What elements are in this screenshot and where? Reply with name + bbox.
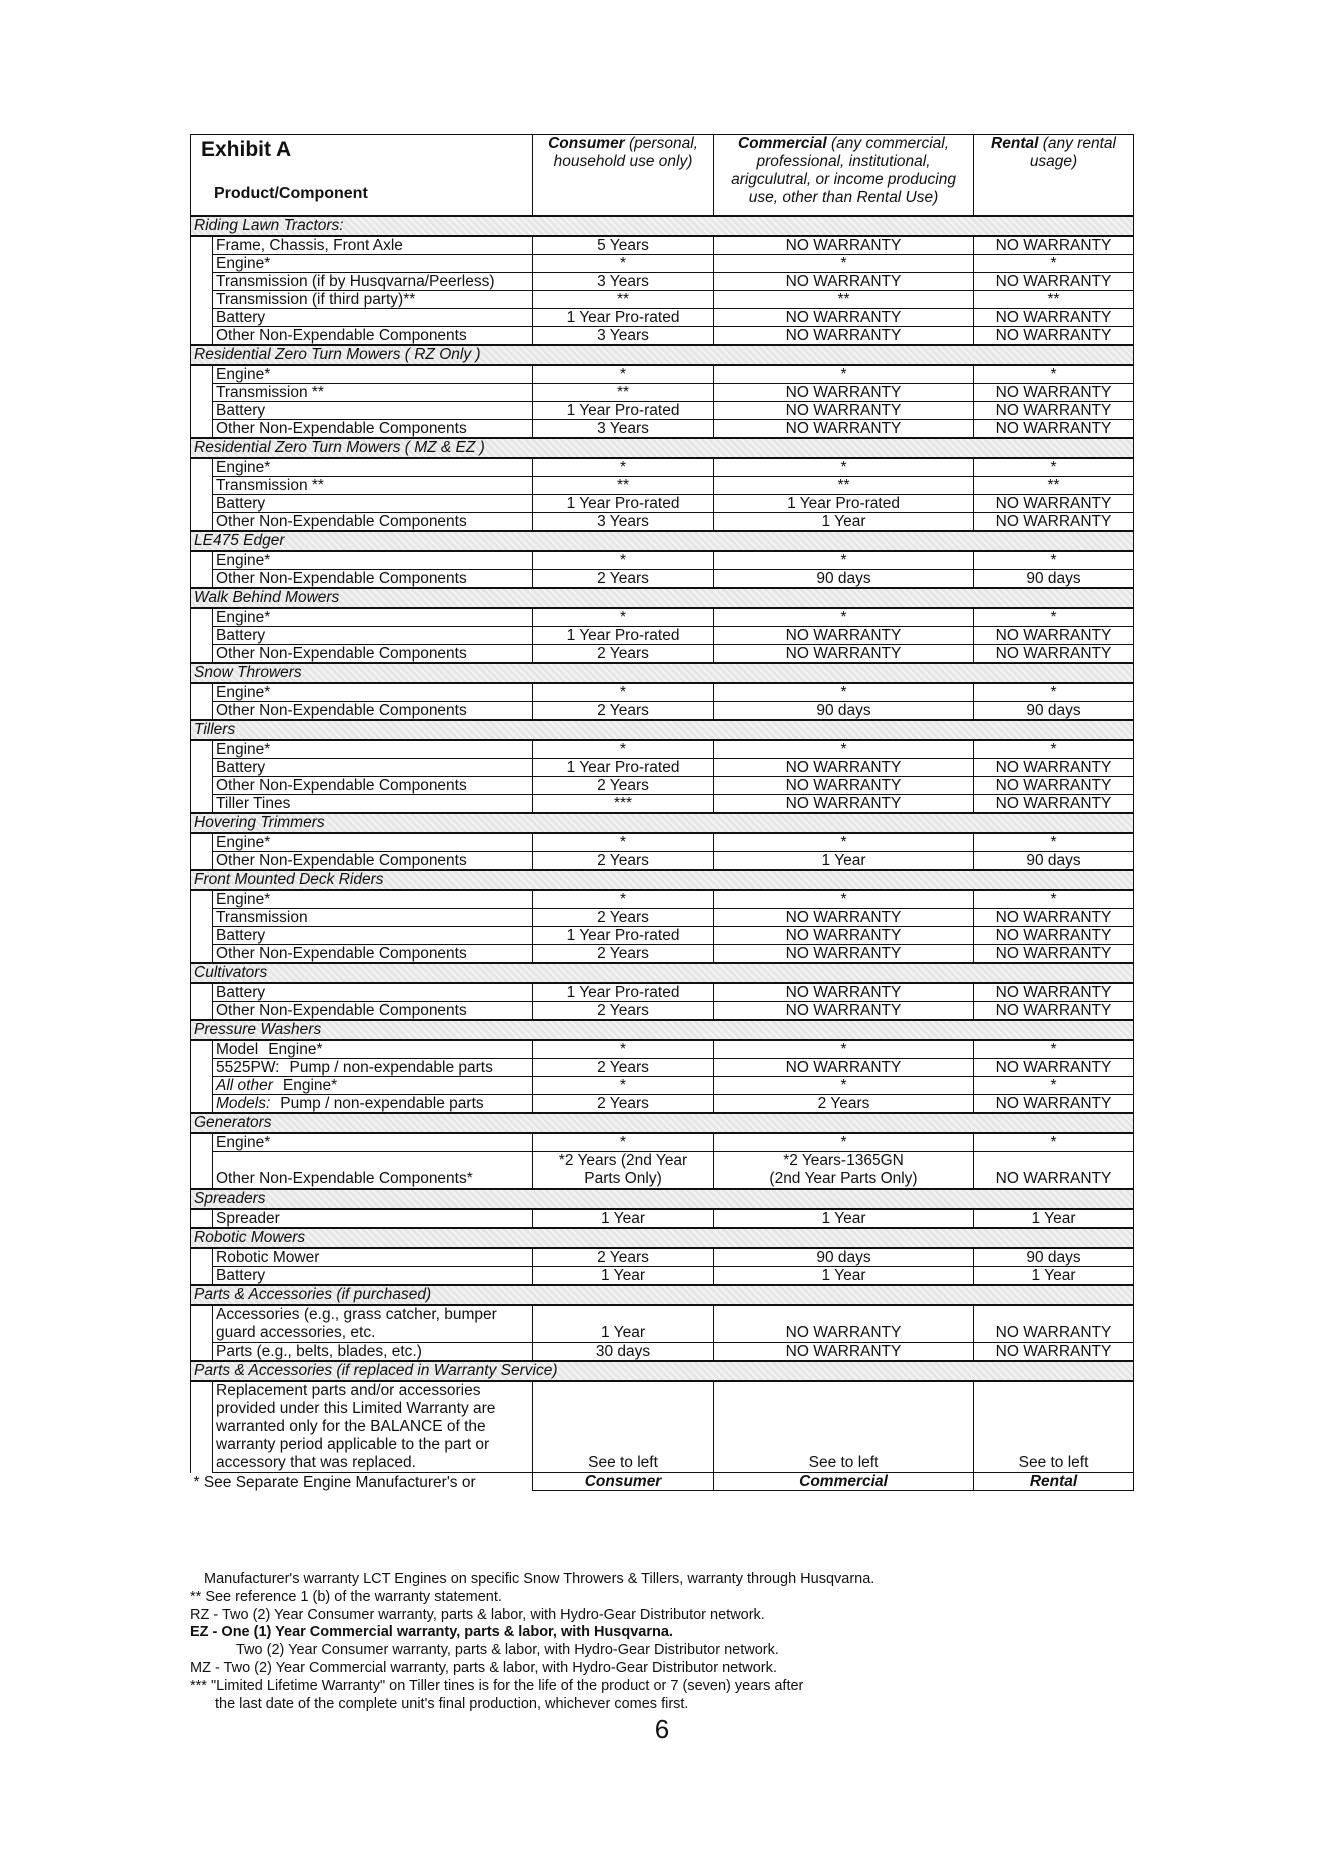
- note-line: *** "Limited Lifetime Warranty" on Tiller tines is for the life of the product or 7 (seven) years after: [190, 1677, 804, 1694]
- product-component-heading: Product/Component: [214, 185, 368, 202]
- table-row: Battery 1 Year Pro-rated NO WARRANTY NO WARRANTY: [191, 402, 1134, 420]
- category-row: Snow Throwers: [191, 663, 1134, 683]
- table-row: Spreader 1 Year 1 Year 1 Year: [191, 1209, 1134, 1228]
- table-row: All other Engine* * * *: [191, 1077, 1134, 1095]
- warranty-table: [190, 134, 1134, 1491]
- category-row: Cultivators: [191, 963, 1134, 983]
- table-row: Engine* * * *: [191, 1133, 1134, 1152]
- table-row: Engine* * * *: [191, 890, 1134, 909]
- category-row: Parts & Accessories (if replaced in Warranty Service): [191, 1361, 1134, 1381]
- warranty-exhibit: [190, 134, 1133, 1491]
- table-row: Engine* * * *: [191, 683, 1134, 702]
- table-row: Transmission (if third party)** ** ** **: [191, 291, 1134, 309]
- note-line: Manufacturer's warranty LCT Engines on specific Snow Throwers & Tillers, warranty through Husqvarna.: [204, 1571, 875, 1587]
- table-row: Battery 1 Year Pro-rated NO WARRANTY NO WARRANTY: [191, 983, 1134, 1002]
- note-line: the last date of the complete unit's final production, whichever comes first.: [215, 1695, 689, 1712]
- table-row: Battery 1 Year Pro-rated NO WARRANTY NO WARRANTY: [191, 927, 1134, 945]
- table-row: Engine* * * *: [191, 740, 1134, 759]
- table-row: Other Non-Expendable Components 2 Years NO WARRANTY NO WARRANTY: [191, 1002, 1134, 1021]
- category-row: Robotic Mowers: [191, 1228, 1134, 1248]
- warranty-notes: [190, 1571, 1150, 1713]
- note-line: MZ - Two (2) Year Commercial warranty, parts & labor, with Hydro-Gear Distributor network.: [190, 1659, 777, 1676]
- category-row: Front Mounted Deck Riders: [191, 870, 1134, 890]
- category-row: Riding Lawn Tractors:: [191, 216, 1134, 236]
- table-row: Transmission ** ** NO WARRANTY NO WARRANTY: [191, 384, 1134, 402]
- table-row: Battery 1 Year 1 Year 1 Year: [191, 1267, 1134, 1286]
- product-header-cell: [191, 135, 533, 217]
- category-row: Residential Zero Turn Mowers ( MZ & EZ ): [191, 438, 1134, 458]
- table-row: Other Non-Expendable Components 2 Years NO WARRANTY NO WARRANTY: [191, 777, 1134, 795]
- table-row: Engine* * * *: [191, 608, 1134, 627]
- table-row: Accessories (e.g., grass catcher, bumper guard accessories, etc. 1 Year NO WARRANTY NO WARRANTY: [191, 1305, 1134, 1343]
- category-row: Generators: [191, 1113, 1134, 1133]
- table-row: Battery 1 Year Pro-rated 1 Year Pro-rated NO WARRANTY: [191, 495, 1134, 513]
- commercial-header: Commercial (any commercial, professional, institutional, arigculutral, or income producing use, other than Rental Use): [714, 135, 974, 217]
- table-row: Other Non-Expendable Components 2 Years NO WARRANTY NO WARRANTY: [191, 645, 1134, 664]
- category-row: LE475 Edger: [191, 531, 1134, 551]
- table-row: Engine* * * *: [191, 833, 1134, 852]
- table-row: Other Non-Expendable Components* *2 Years (2nd Year Parts Only) *2 Years-1365GN (2nd Year Parts Only) NO WARRANTY: [191, 1152, 1134, 1190]
- category-row: Hovering Trimmers: [191, 813, 1134, 833]
- category-row: Parts & Accessories (if purchased): [191, 1285, 1134, 1305]
- rental-header: Rental (any rental usage): [974, 135, 1134, 217]
- note-line: Two (2) Year Consumer warranty, parts & labor, with Hydro-Gear Distributor network.: [236, 1642, 779, 1659]
- table-row: Other Non-Expendable Components 3 Years NO WARRANTY NO WARRANTY: [191, 327, 1134, 346]
- table-row: Engine* * * *: [191, 255, 1134, 273]
- footer-row: * See Separate Engine Manufacturer's or Consumer Commercial Rental: [191, 1473, 1134, 1491]
- consumer-header: Consumer (personal, household use only): [533, 135, 714, 217]
- table-row: Transmission (if by Husqvarna/Peerless) 3 Years NO WARRANTY NO WARRANTY: [191, 273, 1134, 291]
- note-line: RZ - Two (2) Year Consumer warranty, parts & labor, with Hydro-Gear Distributor network.: [190, 1606, 765, 1623]
- table-row: Frame, Chassis, Front Axle 5 Years NO WARRANTY NO WARRANTY: [191, 236, 1134, 255]
- table-row: Battery 1 Year Pro-rated NO WARRANTY NO WARRANTY: [191, 309, 1134, 327]
- table-row: Transmission 2 Years NO WARRANTY NO WARRANTY: [191, 909, 1134, 927]
- category-row: Residential Zero Turn Mowers ( RZ Only ): [191, 345, 1134, 365]
- table-row: Engine* * * *: [191, 365, 1134, 384]
- table-row: Tiller Tines *** NO WARRANTY NO WARRANTY: [191, 795, 1134, 814]
- table-row: Transmission ** ** ** **: [191, 477, 1134, 495]
- category-row: Pressure Washers: [191, 1020, 1134, 1040]
- table-row: Other Non-Expendable Components 2 Years 90 days 90 days: [191, 702, 1134, 721]
- table-row: Other Non-Expendable Components 2 Years 90 days 90 days: [191, 570, 1134, 589]
- table-row: Other Non-Expendable Components 3 Years 1 Year NO WARRANTY: [191, 513, 1134, 532]
- table-row: Engine* * * *: [191, 458, 1134, 477]
- table-header-row: [191, 135, 1134, 217]
- page-number: 6: [654, 1714, 670, 1744]
- category-row: Spreaders: [191, 1189, 1134, 1209]
- table-row: Replacement parts and/or accessories provided under this Limited Warranty are warranted only for the BALANCE of the warranty period applicable to the part or accessory that was replaced. See to left See to left See to left: [191, 1381, 1134, 1473]
- note-line: ** See reference 1 (b) of the warranty statement.: [190, 1588, 502, 1605]
- table-row: Models: Pump / non-expendable parts 2 Years 2 Years NO WARRANTY: [191, 1095, 1134, 1114]
- table-row: Battery 1 Year Pro-rated NO WARRANTY NO WARRANTY: [191, 759, 1134, 777]
- table-row: Model Engine* * * *: [191, 1040, 1134, 1059]
- table-row: Other Non-Expendable Components 3 Years NO WARRANTY NO WARRANTY: [191, 420, 1134, 439]
- table-row: 5525PW: Pump / non-expendable parts 2 Years NO WARRANTY NO WARRANTY: [191, 1059, 1134, 1077]
- table-row: Battery 1 Year Pro-rated NO WARRANTY NO WARRANTY: [191, 627, 1134, 645]
- category-row: Tillers: [191, 720, 1134, 740]
- table-row: Parts (e.g., belts, blades, etc.) 30 days NO WARRANTY NO WARRANTY: [191, 1343, 1134, 1362]
- note-line: EZ - One (1) Year Commercial warranty, parts & labor, with Husqvarna.: [190, 1624, 673, 1641]
- category-row: Walk Behind Mowers: [191, 588, 1134, 608]
- table-row: Engine* * * *: [191, 551, 1134, 570]
- exhibit-title: Exhibit A: [201, 138, 292, 161]
- table-row: Other Non-Expendable Components 2 Years NO WARRANTY NO WARRANTY: [191, 945, 1134, 964]
- table-row: Robotic Mower 2 Years 90 days 90 days: [191, 1248, 1134, 1267]
- table-row: Other Non-Expendable Components 2 Years 1 Year 90 days: [191, 852, 1134, 871]
